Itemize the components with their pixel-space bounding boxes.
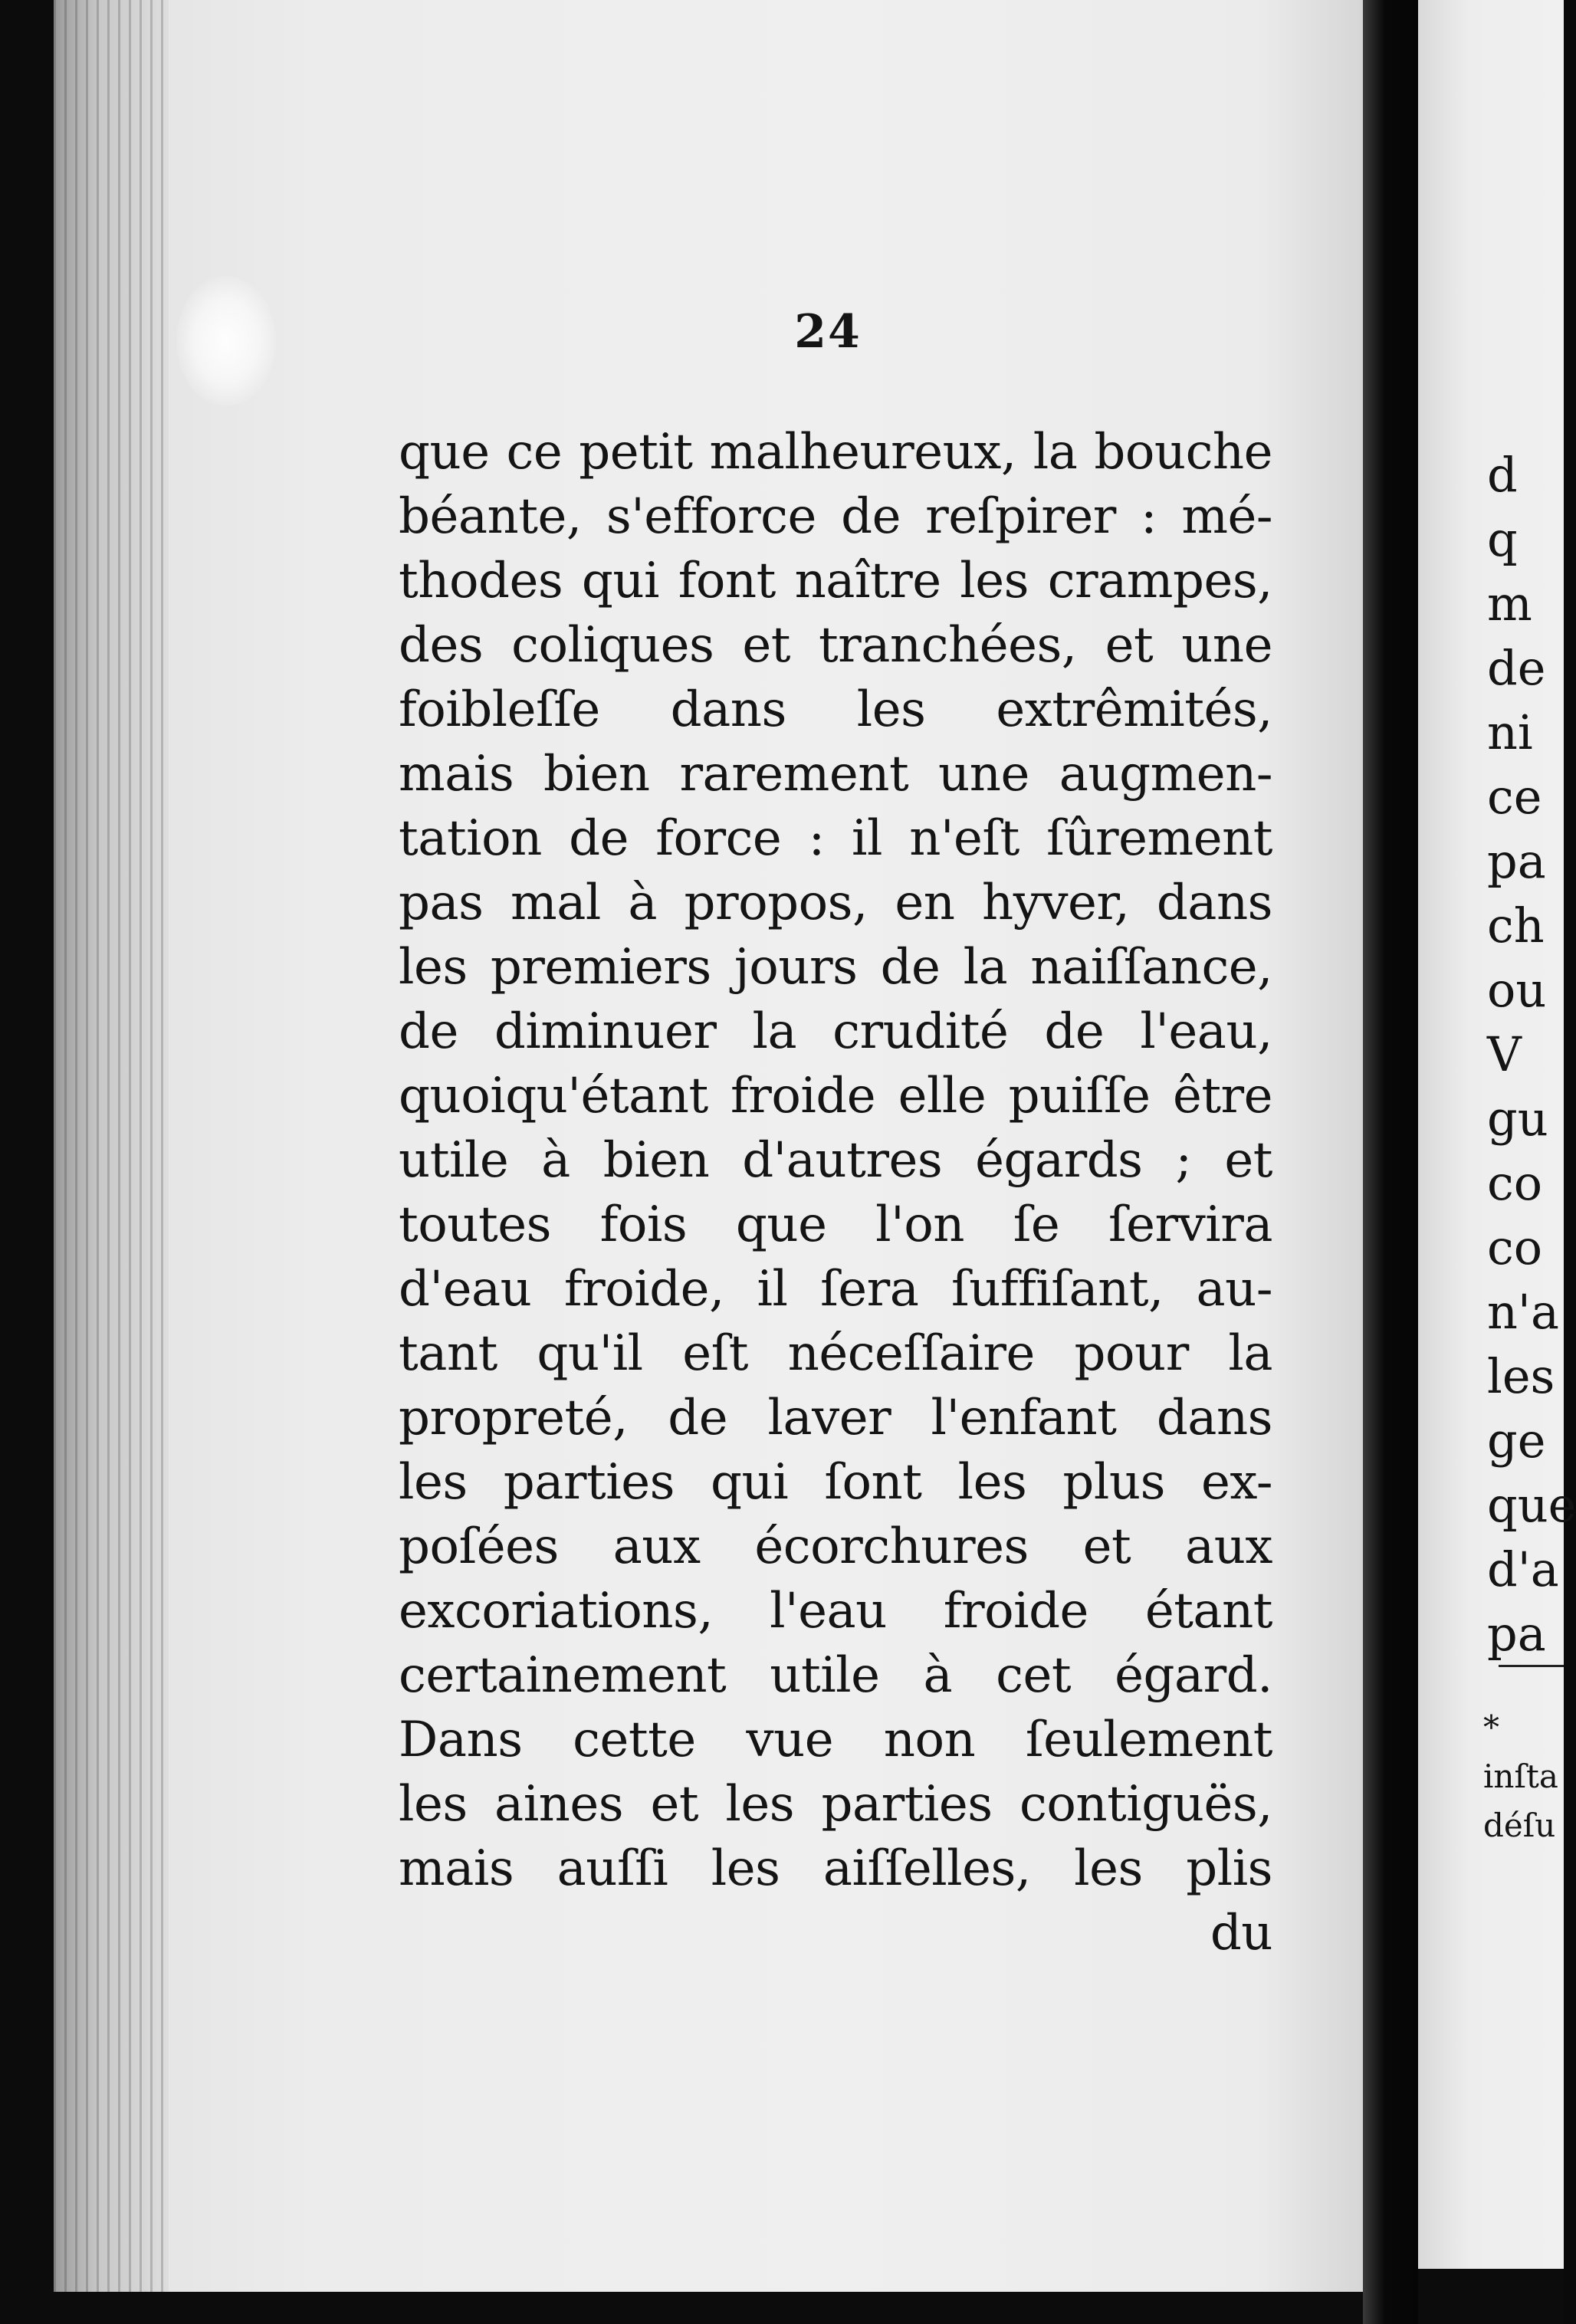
text-line: toutes fois que l'on ſe ſervira [399,1196,1272,1253]
facing-line-fragment: d'a [1487,1541,1559,1597]
body-text [399,420,1272,1965]
facing-line-fragment: gu [1487,1091,1548,1147]
book-gutter [1363,0,1418,2324]
page-edges [54,0,169,2292]
text-line: d'eau froide, il ſera ſuffiſant, au- [399,1261,1272,1318]
text-line: Dans cette vue non ſeulement [399,1712,1272,1768]
text-line: pas mal à propos, en hyver, dans [399,875,1272,931]
footnote-fragment: * [1483,1709,1499,1746]
facing-line-fragment: pa [1487,1606,1546,1662]
paper-smudge [176,276,276,406]
facing-line-fragment: les [1487,1348,1555,1404]
footnote-fragment: inſta [1483,1758,1558,1795]
text-line: mais bien rarement une augmen- [399,746,1272,803]
text-line: tation de force : il n'eſt ſûrement [399,810,1272,867]
text-line: propreté, de laver l'enfant dans [399,1390,1272,1446]
facing-line-fragment: co [1487,1219,1543,1275]
text-line: mais auſſi les aiſſelles, les plis [399,1840,1272,1897]
facing-line-fragment: m [1487,576,1532,632]
facing-line-fragment: co [1487,1155,1543,1211]
text-line: les parties qui ſont les plus ex- [399,1454,1272,1511]
text-line: tant qu'il eſt néceſſaire pour la [399,1325,1272,1382]
facing-line-fragment: ge [1487,1413,1546,1469]
text-line: béante, s'efforce de reſpirer : mé- [399,488,1272,545]
text-line: de diminuer la crudité de l'eau, [399,1003,1272,1060]
text-line: foibleſſe dans les extrêmités, [399,681,1272,738]
text-line: les premiers jours de la naiſſance, [399,939,1272,996]
facing-line-fragment: que [1487,1477,1576,1533]
facing-line-fragment: ni [1487,704,1533,760]
facing-line-fragment: q [1487,511,1518,567]
text-line: les aines et les parties contiguës, [399,1776,1272,1833]
text-line: utile à bien d'autres égards ; et [399,1132,1272,1189]
footnote-fragment: déſu [1483,1807,1556,1844]
facing-line-fragment: d [1487,447,1518,503]
facing-line-fragment: ou [1487,962,1547,1018]
facing-line-fragment: n'a [1487,1284,1559,1340]
facing-line-fragment: V [1487,1026,1522,1082]
text-line: poſées aux écorchures et aux [399,1518,1272,1575]
facing-line-fragment: de [1487,640,1546,696]
footnote-rule [1499,1665,1564,1667]
text-line: que ce petit malheureux, la bouche [399,424,1272,481]
text-line: certainement utile à cet égard. [399,1647,1272,1704]
text-line: excoriations, l'eau froide étant [399,1583,1272,1640]
text-line: quoiqu'étant froide elle puiſſe être [399,1068,1272,1124]
facing-page-footnote [1483,1703,1568,1850]
catchword: du [1210,1905,1272,1961]
facing-line-fragment: ce [1487,769,1542,825]
text-line: des coliques et tranchées, et une [399,617,1272,674]
page-number: 24 [794,305,862,359]
facing-line-fragment: ch [1487,898,1545,954]
facing-line-fragment: pa [1487,833,1546,889]
text-line: thodes qui font naître les crampes, [399,553,1272,609]
facing-page-text [1487,443,1576,1666]
